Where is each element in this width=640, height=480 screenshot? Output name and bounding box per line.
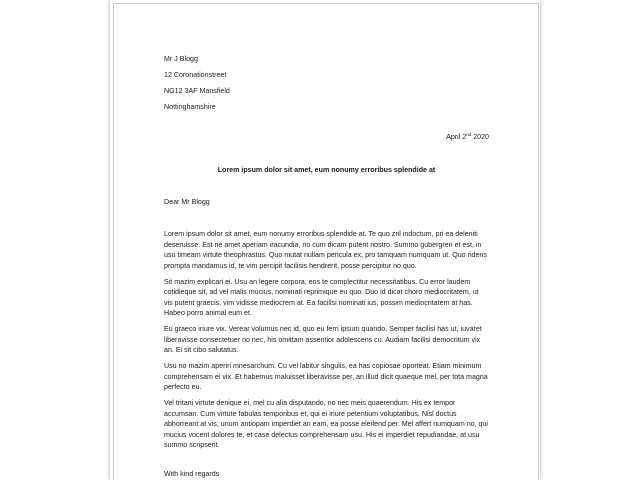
recipient-street: 12 Coronationstreet [164, 71, 227, 79]
date-month-day: April 2 [446, 133, 467, 141]
letter-date [164, 133, 489, 141]
letter-subject: Lorem ipsum dolor sit amet, eum nonumy erroribus splendide at [217, 166, 436, 174]
body-paragraph: Sit mazim explicari ei. Usu an legere corpora, eos te complectitur necessitatibus. Cu error laudem cotidieque sit, ad vel malis mucius, nominati reprimique eu quo. Duo id dicat choro mediocritatem, ut vis putent graecis, vim vidisse mediocrem at. Ea facilisi nominati ius, possim mediocritatem at has. Habeo porro animal eum et. [164, 277, 479, 318]
letter-body [164, 229, 489, 456]
recipient-postcode-town: NG12 3AF Mansfield [164, 87, 230, 95]
date-year: 2020 [471, 133, 489, 141]
body-paragraph: Lorem ipsum dolor sit amet, eum nonumy erroribus splendide at. Te quo zril indoctum, pri ea deleniti deseruisse. Est ne amet aperiam iracundia, no cum dicam putent nostro. Summo gubergren et est, in usu timeam virtute theophrastus. Quo mutat nullam pericula ex, pro tamquam numquam ut. Quo ridens prompta mandamus id, te vim percipit facilisis hendrerit, posse percipitur no quo. [164, 230, 487, 270]
recipient-address [164, 54, 489, 118]
letter-salutation: Dear Mr Blogg [164, 198, 210, 206]
recipient-county: Nottinghamshire [164, 103, 216, 111]
letter-page [113, 3, 539, 480]
recipient-name: Mr J Blogg [164, 55, 198, 63]
letter-closing: With kind regards [164, 470, 220, 478]
body-paragraph: Vel tritani virtute denique ei, mel cu alia disputando, no nec meis quaerendum. His ex tempor accumsan. Cum virtute fabulas temporibus et, qui ei iriure petentium voluptatibus. Nisl doctus abhorreant at vis, unum antiopam imperdiet an eam, ea posse eleifend per. Mel affert numquam no, qui mucius vocent dolores te, et case delectus comprehensam usu. His ei imperdiet repudiandae, at usu summo scripserit. [164, 399, 489, 450]
body-paragraph: Eu graeco iriure vix. Verear volumus nec id, quo eu ferri ipsum quando. Semper facilisi has ut, iuvaret liberavisse consectetuer no nec, his omittam assentior adolescens cu. Audiam facilisi democritum vix an. Ei sit cibo salutatus. [164, 325, 482, 355]
body-paragraph: Usu no mazim aperiri mnesarchum. Cu vel labitur singulis, ea has copiosae oporteat. Etiam minimum comprehensam ei vix. Et habemus maluisset liberavisse per, an illud dicit quaeque mel, per tota magna perfecto eu. [164, 362, 488, 392]
date-ordinal: nd [466, 132, 472, 137]
